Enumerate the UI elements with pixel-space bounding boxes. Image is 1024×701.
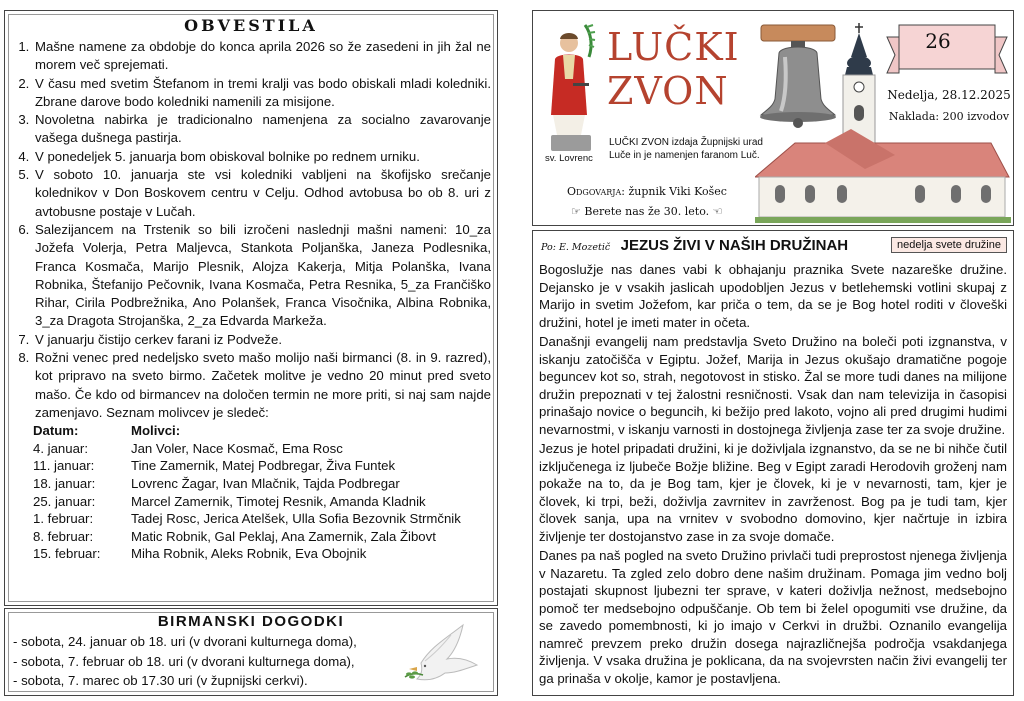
print-run: Naklada: 200 izvodov: [888, 110, 1010, 123]
saint-caption: sv. Lovrenc: [545, 153, 593, 164]
left-page: [4, 4, 498, 696]
article-header: [541, 237, 848, 255]
church-building-icon: [755, 129, 1011, 223]
reading-years: Berete nas že 30. leto.: [584, 205, 710, 218]
responsible-name: župnik Viki Košec: [628, 185, 727, 198]
article-paragraph: Današnji evangelij nam predstavlja Sveto Družino na boleči poti izgnanstva, v iskanju zatočišča v Egiptu. Jožef, Marija in Jezus okušajo dramatične pogoje beguncev kot so, strah, negotovost in stisko. Žal se more tudi danes na milijone družin prepoznati v tej žalostni resničnosti. Vsak dan nam televizija in časopisi prinašajo novice o beguncih, ki bežijo pred lakoto, vojno ali pred drugimi hudimi nevarnostmi, v iskanju varnosti in dostojnega življenja zase ter za svoje družine.: [539, 334, 1007, 437]
pointing-hand-icon: ☞: [571, 205, 581, 218]
notice-item: 2. V času med svetim Štefanom in tremi kralji vas bodo obiskali mladi koledniki. Zbrane darove bodo koledniki namenili za misijone.: [33, 75, 491, 112]
dove-icon: [401, 617, 483, 689]
schedule-row: 11. januar: Tine Zamernik, Matej Podbregar, Živa Funtek: [33, 458, 396, 474]
article-box: [532, 230, 1014, 696]
article-body: [539, 261, 1007, 689]
schedule-header-date: Datum:: [33, 423, 79, 439]
masthead-title: [607, 25, 740, 113]
notice-item: 4. V ponedeljek 5. januarja bom obiskoval bolnike po rednem urniku.: [33, 148, 491, 166]
article-paragraph: Danes pa naš pogled na sveto Družino privlači tudi preprostost njenega življenja v Nazaretu. Ta zgled zelo dobro dene našim družinam. Pomaga jim vedno bolj postajati skupnost ljubezni ter sprave, v kateri doživlja nežnost, medsebojno pomoč ter medsebojno odpuščanje. Ob tem bi želel opogumiti vse družine, da se zavedo pomembnosti, ki jo imajo v Cerkvi in družbi. Oznanilo evangelija namreč prevzem preko družin dosega najrazličnejša področja vsakdanjega življenja. V vsaka družina je poklicana, da na svojevrsten način živi evangelij ter ga prinaša v okolje, kamor je postavljena.: [539, 548, 1007, 686]
issue-number: 26: [925, 29, 951, 53]
notices-title: OBVESTILA: [184, 16, 318, 35]
schedule-row: 25. januar: Marcel Zamernik, Timotej Resnik, Amanda Kladnik: [33, 493, 426, 509]
confirmation-events-box: [4, 608, 498, 696]
responsible-editor: [567, 185, 727, 198]
notices-box: [4, 10, 498, 606]
schedule-row: 18. januar: Lovrenc Žagar, Ivan Mlačnik, Tajda Podbregar: [33, 476, 400, 492]
publisher-info: LUČKI ZVON izdaja Župnijski urad Luče in je namenjen faranom Luč.: [609, 137, 763, 161]
responsible-label: Odgovarja:: [567, 185, 625, 198]
schedule-row: 8. februar: Matic Robnik, Gal Peklaj, Ana Zamernik, Zala Žibovt: [33, 528, 436, 544]
article-paragraph: Jezus je hotel pripadati družini, ki je doživljala izgnanstvo, da se ne bi nihče čutil izključenega iz ljubeče Božje bližine. Beg v Egipt zaradi Herodovih groženj nam pokaže na to, da je Bog tam, kjer je človek, ki je v nevarnosti, tam, kjer je človek, ki trpi, beži, doživlja zavrnitev in zavrženost. Bog pa je tudi tam, kjer človek sanja, upa na vrnitev v svobodno domovino, kjer načrtuje in izbira življenje ter dostojanstvo zase in za svoje domače.: [539, 441, 1007, 544]
article-title: JEZUS ŽIVI V NAŠIH DRUŽINAH: [620, 237, 849, 254]
sunday-badge: nedelja svete družine: [891, 237, 1007, 253]
notice-item: 6. Salezijancem na Trstenik so bili izročeni naslednji mašni nameni: 10_za Jožefa Volerja, Petra Maljevca, Stankota Poljanška, Janeza Podlesnika, Franca Kosmača, Marijo Plesnik, Alojza Kakerja, Mitja Polanška, Ivana Robnika, Štefanijo Pečovnik, Ivana Kosmača, Petra Resnika, 5_za Frančiško Rihar, Cirila Podbrežnika, Ano Polanšek, Franca Visočnika, Albina Robnika, 3_za Dragota Strojanška, 2_za Edvarda Markeža.: [33, 221, 491, 331]
schedule-row: 1. februar: Tadej Rosc, Jerica Atelšek, Ulla Sofia Bezovnik Strmčnik: [33, 511, 461, 527]
issue-date: Nedelja, 28.12.2025: [887, 88, 1011, 102]
schedule-row: 15. februar: Miha Robnik, Aleks Robnik, Eva Obojnik: [33, 546, 367, 562]
event-item: - sobota, 24. januar ob 18. uri (v dvorani kulturnega doma),: [13, 632, 497, 652]
notice-item: 1. Mašne namene za obdobje do konca aprila 2026 so že zasedeni in jih žal ne morem več sprejemati.: [33, 38, 491, 75]
reading-years-line: [571, 205, 723, 218]
pointing-hand-icon: ☜: [712, 205, 723, 218]
right-page: [532, 4, 1014, 696]
masthead-line2: ZVON: [607, 69, 729, 113]
article-author: Po: E. Mozetič: [541, 242, 611, 253]
notice-item: 5. V soboto 10. januarja ste vsi koledniki vabljeni na škofijsko srečanje kolednikov v Don Boskovem centru v Celju. Odhod avtobusa bo ob 8. uri z avtobusne postaje v Lučah.: [33, 166, 491, 221]
saint-lovrenc-statue-icon: [541, 19, 603, 153]
masthead-line1: LUČKI: [607, 25, 740, 69]
masthead-box: [532, 10, 1014, 226]
events-title: BIRMANSKI DOGODKI: [157, 613, 345, 630]
article-paragraph: Bogoslužje nas danes vabi k obhajanju praznika Svete nazareške družine. Dejansko je v vsakih jaslicah upodobljen Jezus v betlehemski votlini skupaj z Marijo in svetim Jožefom, kar priča o tem, da se je Bog hotel roditi v človeški družini, hotel je imeti mater in očeta.: [539, 262, 1007, 330]
schedule-row: 4. januar: Jan Voler, Nace Kosmač, Ema Rosc: [33, 440, 343, 456]
event-item: - sobota, 7. marec ob 17.30 uri (v župnijski cerkvi).: [13, 671, 497, 691]
notice-item: 8. Rožni venec pred nedeljsko sveto mašo molijo naši birmanci (8. in 9. razred), kot pripravo na sveto birmo. Začetek molitve je vedno 20 minut pred sveto mašo. Če kdo od birmancev na določen termin ne more priti, si naj sam najde zamenjavo. Seznam molivcev je sledeč:: [33, 349, 491, 422]
notice-item: 3. Novoletna nabirka je tradicionalno namenjena za socialno zavarovanje vašega dušnega pastirja.: [33, 111, 491, 148]
event-item: - sobota, 7. februar ob 18. uri (v dvorani kulturnega doma),: [13, 652, 497, 672]
notice-item: 7. V januarju čistijo cerkev farani iz Podveže.: [33, 331, 491, 349]
schedule-header-names: Molivci:: [131, 423, 181, 439]
